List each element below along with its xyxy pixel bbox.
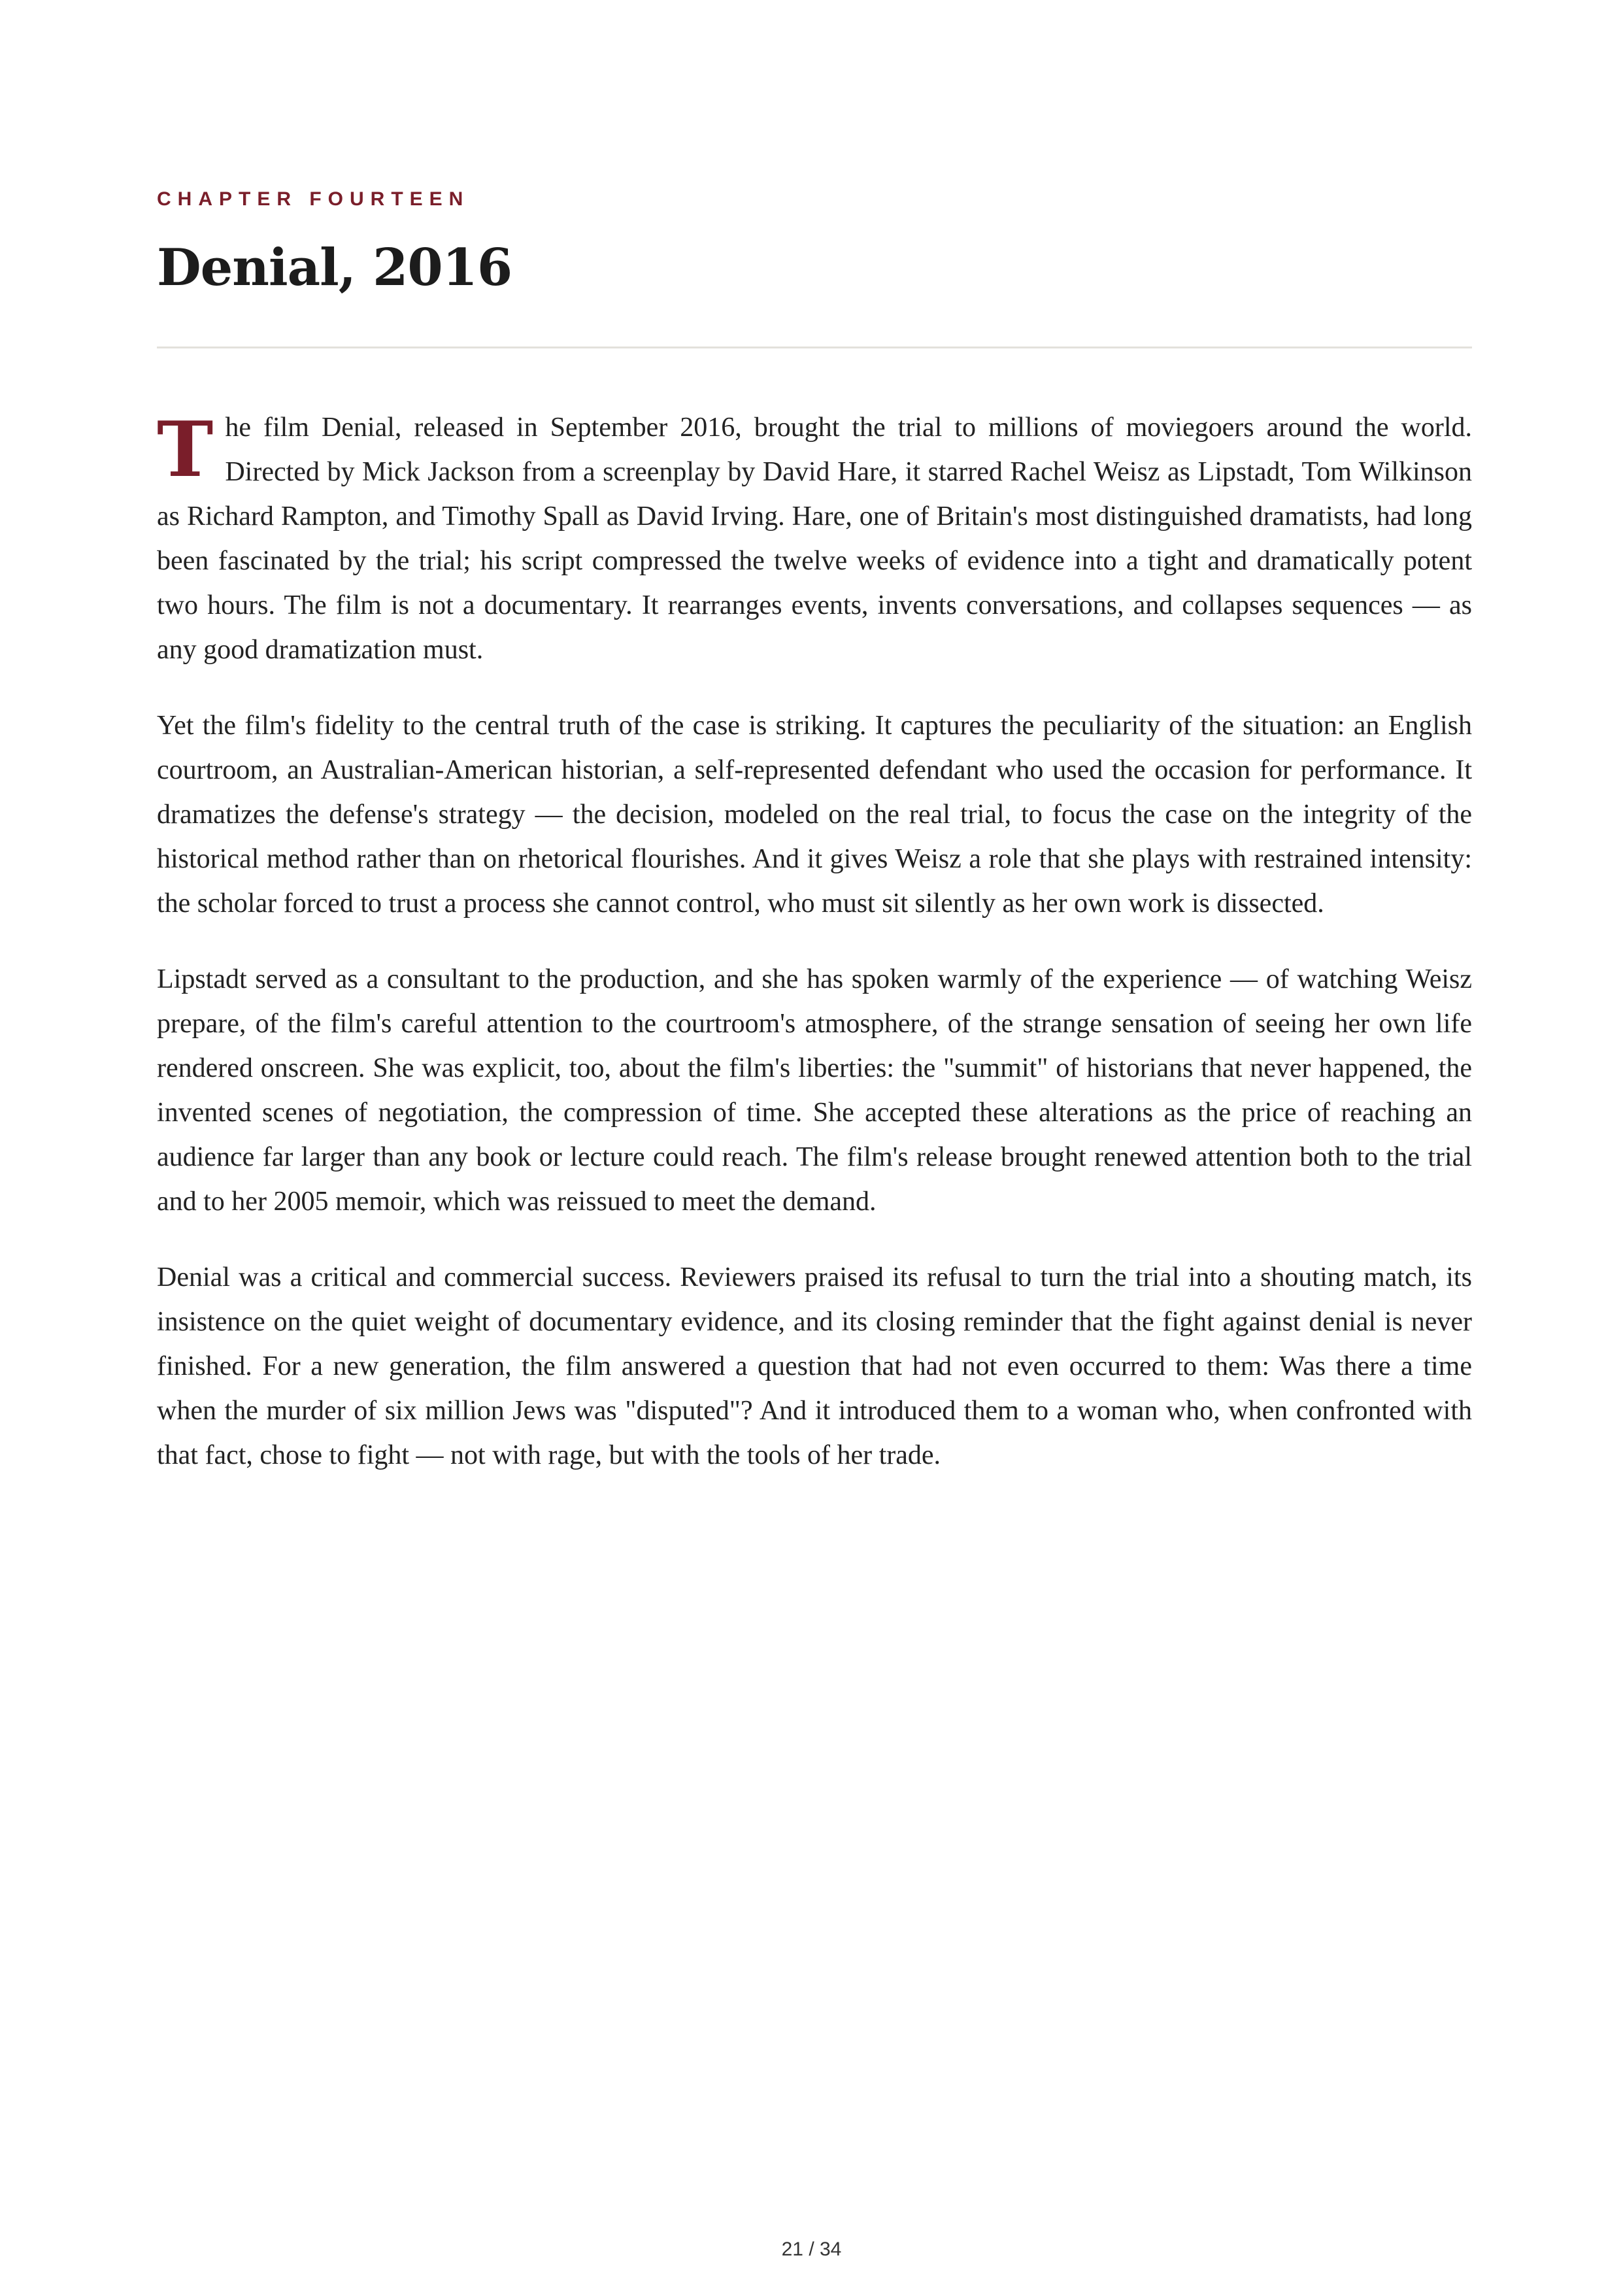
chapter-body	[157, 405, 1472, 1509]
drop-cap: T	[157, 405, 214, 494]
title-divider	[157, 346, 1472, 348]
paragraph-1	[157, 405, 1472, 672]
chapter-title: Denial, 2016	[157, 238, 512, 297]
paragraph-1-text: he film Denial, released in September 2016, brought the trial to millions of moviegoers around the world. Directed by Mick Jackson from a screenplay by David Hare, it starred Rachel Weisz as Lipstadt, Tom Wilkinson as Richard Rampton, and Timothy Spall as David Irving. Hare, one of Britain's most distinguished dramatists, had long been fascinated by the trial; his script compressed the twelve weeks of evidence into a tight and dramatically potent two hours. The film is not a documentary. It rearranges events, invents conversations, and collapses sequences — as any good dramatization must.	[157, 413, 1472, 665]
paragraph-4: Denial was a critical and commercial success. Reviewers praised its refusal to turn the trial into a shouting match, its insistence on the quiet weight of documentary evidence, and its closing reminder that the fight against denial is never finished. For a new generation, the film answered a question that had not even occurred to them: Was there a time when the murder of six million Jews was "disputed"? And it introduced them to a woman who, when confronted with that fact, chose to fight — not with rage, but with the tools of her trade.	[157, 1262, 1472, 1470]
paragraph-2: Yet the film's fidelity to the central truth of the case is striking. It captures the peculiarity of the situation: an English courtroom, an Australian-American historian, a self-represented defendant who used the occasion for performance. It dramatizes the defense's strategy — the decision, modeled on the real trial, to focus the case on the integrity of the historical method rather than on rhetorical flourishes. And it gives Weisz a role that she plays with restrained intensity: the scholar forced to trust a process she cannot control, who must sit silently as her own work is dissected.	[157, 711, 1472, 919]
paragraph-3: Lipstadt served as a consultant to the production, and she has spoken warmly of the experience — of watching Weisz prepare, of the film's careful attention to the courtroom's atmosphere, of the strange sensation of seeing her own life rendered onscreen. She was explicit, too, about the film's liberties: the "summit" of historians that never happened, the invented scenes of negotiation, the compression of time. She accepted these alterations as the price of reaching an audience far larger than any book or lecture could reach. The film's release brought renewed attention both to the trial and to her 2005 memoir, which was reissued to meet the demand.	[157, 964, 1472, 1217]
page-number: 21 / 34	[781, 2238, 842, 2260]
chapter-label: CHAPTER FOURTEEN	[157, 188, 470, 210]
